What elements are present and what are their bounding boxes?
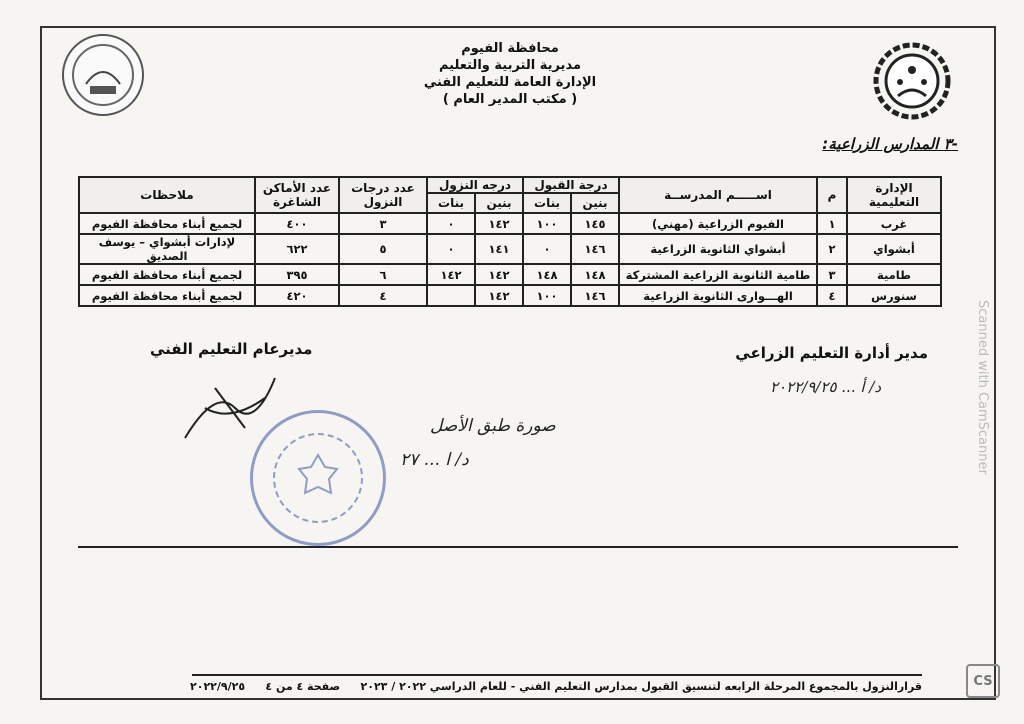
- col-descent-boys: بنين: [475, 193, 523, 213]
- cell-school: الهـــوارى الثانوية الزراعية: [619, 285, 817, 306]
- camscanner-badge: CS: [966, 664, 1000, 698]
- cell-descent-boys: ١٤٢: [475, 285, 523, 306]
- cell-descent-count: ٥: [339, 234, 427, 264]
- col-num: م: [817, 177, 847, 213]
- agri-director-title: مدير أدارة التعليم الزراعي: [735, 344, 928, 362]
- cell-vacant: ٦٢٢: [255, 234, 339, 264]
- office-name: ( مكتب المدير العام ): [442, 92, 578, 107]
- cell-descent-girls: [427, 285, 475, 306]
- cell-notes: لإدارات أبشواي – يوسف الصديق: [79, 234, 255, 264]
- directorate-logo: [868, 40, 960, 122]
- cell-descent-boys: ١٤٢: [475, 264, 523, 285]
- cell-accept-girls: ١٤٨: [523, 264, 571, 285]
- cell-accept-boys: ١٤٦: [571, 285, 619, 306]
- cell-accept-girls: ١٠٠: [523, 213, 571, 234]
- cell-num: ٣: [817, 264, 847, 285]
- general-director-title: مديرعام التعليم الفني: [150, 340, 313, 358]
- table-row: [79, 285, 941, 306]
- cell-num: ١: [817, 213, 847, 234]
- cell-admin: طامية: [847, 264, 941, 285]
- col-descent-count: عدد درجات النزول: [339, 177, 427, 213]
- section-title: [822, 135, 958, 153]
- section-heading: المدارس الزراعية:: [822, 135, 939, 153]
- governorate-name: محافظة الفيوم: [461, 41, 559, 56]
- cell-descent-girls: ٠: [427, 213, 475, 234]
- cell-notes: لجميع أبناء محافظة الفيوم: [79, 285, 255, 306]
- letterhead: [300, 40, 720, 108]
- handwritten-signature-date: د/ أ ... ٢٠٢٢/٩/٢٥: [770, 378, 882, 396]
- footer-date: ٢٠٢٢/٩/٢٥: [190, 680, 246, 693]
- cell-school: أبشواي الثانوية الزراعية: [619, 234, 817, 264]
- cell-admin: أبشواي: [847, 234, 941, 264]
- cell-descent-girls: ١٤٢: [427, 264, 475, 285]
- scanner-watermark: Scanned with CamScanner: [975, 300, 990, 475]
- cell-school: الفيوم الزراعية (مهني): [619, 213, 817, 234]
- page-border: [40, 26, 996, 700]
- col-school: اســـــم المدرســة: [619, 177, 817, 213]
- cell-descent-count: ٦: [339, 264, 427, 285]
- col-descent-girls: بنات: [427, 193, 475, 213]
- col-descent: درجه النزول: [427, 177, 523, 193]
- section-number: -٣: [943, 135, 958, 153]
- cell-num: ٤: [817, 285, 847, 306]
- footer-decision-text: قرارالنزول بالمجموع المرحلة الرابعه لتنسيق القبول بمدارس التعليم الفني - للعام الدراسي ٢٠٢٢ / ٢٠٢٣: [360, 680, 922, 693]
- handwritten-certified-copy: صورة طبق الأصل: [430, 416, 556, 436]
- cell-school: طامية الثانوية الزراعية المشتركة: [619, 264, 817, 285]
- separator-line: [78, 546, 958, 548]
- cell-accept-boys: ١٤٨: [571, 264, 619, 285]
- table-row: [79, 213, 941, 234]
- col-admin: الإدارة التعليمية: [847, 177, 941, 213]
- cell-admin: غرب: [847, 213, 941, 234]
- official-stamp: [250, 410, 386, 546]
- cell-descent-girls: ٠: [427, 234, 475, 264]
- col-vacant: عدد الأماكن الشاغرة: [255, 177, 339, 213]
- cell-descent-boys: ١٤١: [475, 234, 523, 264]
- directorate-name: مديرية التربية والتعليم: [438, 58, 582, 73]
- col-accept: درجة القبول: [523, 177, 619, 193]
- cell-accept-boys: ١٤٦: [571, 234, 619, 264]
- cell-accept-girls: ٠: [523, 234, 571, 264]
- cell-notes: لجميع أبناء محافظة الفيوم: [79, 264, 255, 285]
- cell-vacant: ٤٢٠: [255, 285, 339, 306]
- footer-rule: [192, 674, 922, 676]
- footer-page-number: صفحة ٤ من ٤: [265, 680, 341, 693]
- cell-accept-boys: ١٤٥: [571, 213, 619, 234]
- cell-accept-girls: ١٠٠: [523, 285, 571, 306]
- cell-vacant: ٤٠٠: [255, 213, 339, 234]
- cell-descent-boys: ١٤٢: [475, 213, 523, 234]
- cell-admin: سنورس: [847, 285, 941, 306]
- schools-table: [78, 176, 942, 307]
- table-row: [79, 264, 941, 285]
- administration-name: الإدارة العامة للتعليم الفني: [423, 75, 597, 90]
- technical-education-logo: [62, 34, 144, 116]
- cell-descent-count: ٣: [339, 213, 427, 234]
- handwritten-initials: د/ ا ... ٢٧: [400, 450, 469, 470]
- cell-vacant: ٣٩٥: [255, 264, 339, 285]
- col-accept-boys: بنين: [571, 193, 619, 213]
- col-notes: ملاحظات: [79, 177, 255, 213]
- cell-descent-count: ٤: [339, 285, 427, 306]
- cell-notes: لجميع أبناء محافظة الفيوم: [79, 213, 255, 234]
- col-accept-girls: بنات: [523, 193, 571, 213]
- page-footer: [190, 680, 922, 693]
- cell-num: ٢: [817, 234, 847, 264]
- table-row: [79, 234, 941, 264]
